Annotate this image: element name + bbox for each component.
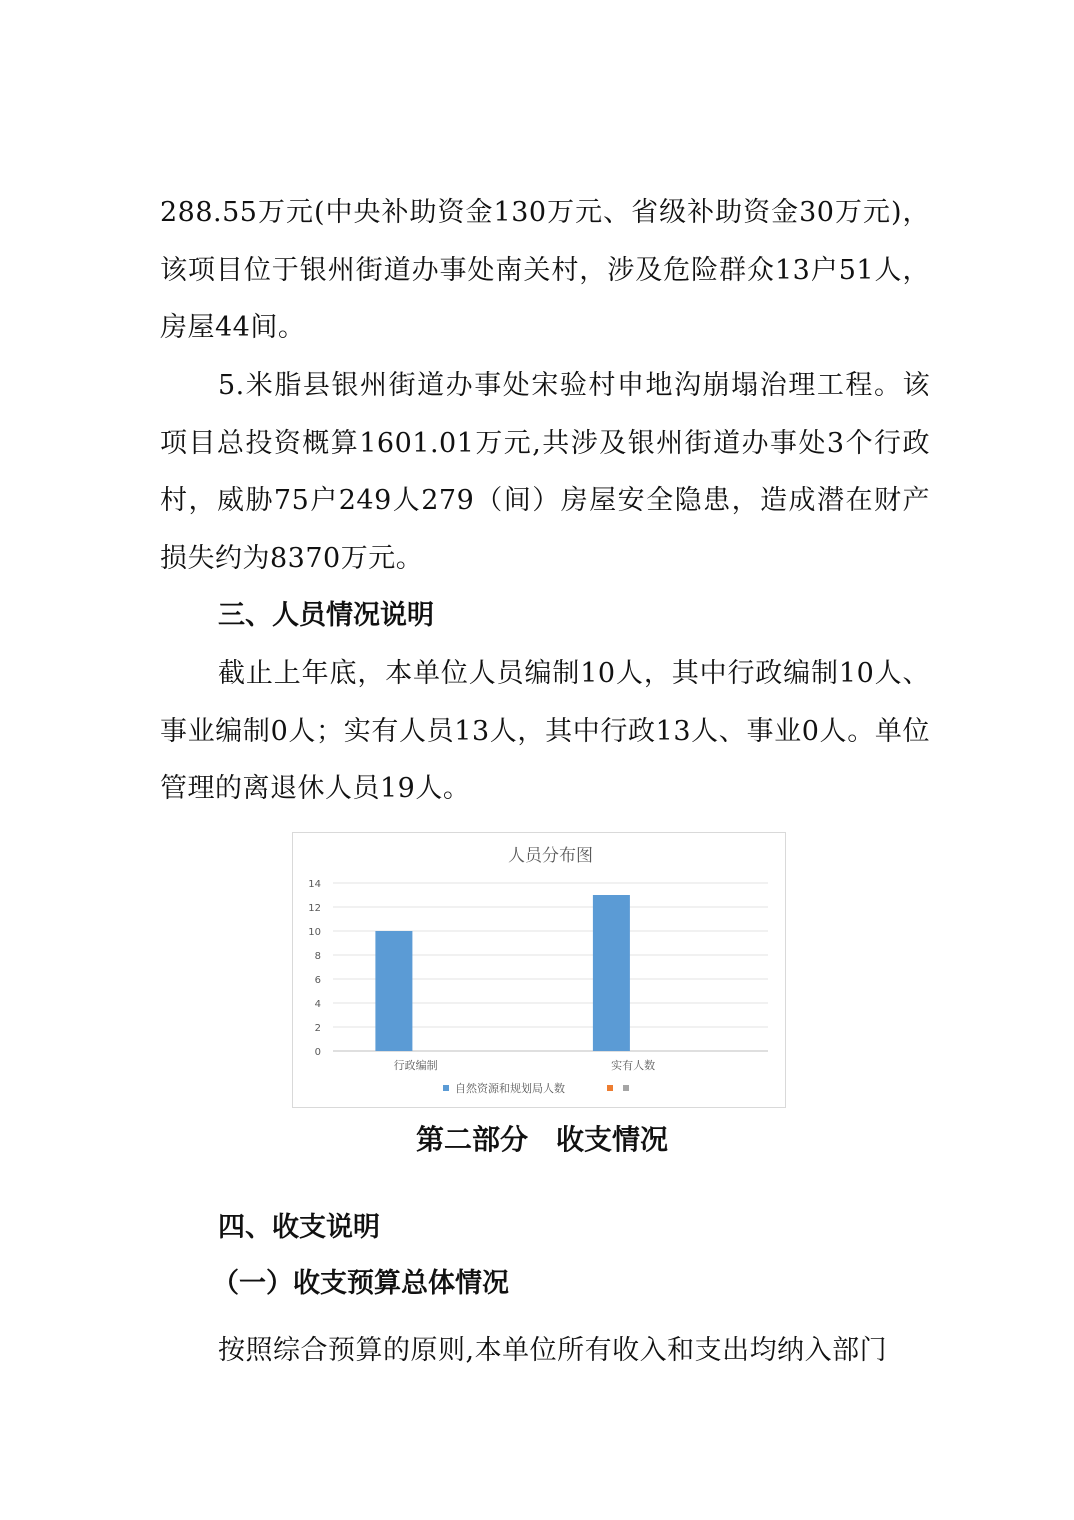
x-tick-label: 实有人数 xyxy=(611,1059,656,1072)
y-tick-label: 0 xyxy=(314,1047,321,1058)
legend-swatch xyxy=(607,1085,613,1091)
legend-label: 自然资源和规划局人数 xyxy=(455,1082,565,1095)
personnel-chart xyxy=(292,832,786,1108)
legend-swatch xyxy=(443,1085,449,1091)
y-tick-label: 10 xyxy=(308,927,321,938)
part-title: 第二部分 收支情况 xyxy=(415,1123,668,1156)
paragraph-project-5: 5.米脂县银州街道办事处宋验村申地沟崩塌治理工程。该项目总投资概算1601.01万元,共涉及银州街道办事处3个行政村，威胁75户249人279（间）房屋安全隐患，造成潜在财产损失约为8370万元。 xyxy=(160,370,930,574)
y-tick-label: 14 xyxy=(308,879,321,890)
bar-admin-staff xyxy=(375,931,412,1051)
chart-title: 人员分布图 xyxy=(508,846,593,866)
heading-budget-overview: （一）收支预算总体情况 xyxy=(212,1268,509,1299)
y-tick-label: 8 xyxy=(314,951,321,962)
y-tick-label: 12 xyxy=(308,903,321,914)
chart-svg xyxy=(293,833,787,1109)
y-tick-label: 6 xyxy=(314,975,321,986)
y-tick-label: 2 xyxy=(314,1023,321,1034)
heading-personnel: 三、人员情况说明 xyxy=(218,600,434,631)
y-tick-label: 4 xyxy=(314,999,321,1010)
heading-income-expense: 四、收支说明 xyxy=(218,1212,380,1243)
paragraph-personnel: 截止上年底，本单位人员编制10人，其中行政编制10人、事业编制0人；实有人员13人，其中行政13人、事业0人。单位管理的离退休人员19人。 xyxy=(160,658,930,804)
x-tick-label: 行政编制 xyxy=(393,1059,438,1072)
bar-actual-staff xyxy=(593,895,630,1051)
paragraph-project-funding: 288.55万元(中央补助资金130万元、省级补助资金30万元)，该项目位于银州街道办事处南关村，涉及危险群众13户51人，房屋44间。 xyxy=(160,197,930,343)
paragraph-budget-principle: 按照综合预算的原则,本单位所有收入和支出均纳入部门 xyxy=(218,1335,888,1366)
legend-swatch xyxy=(623,1085,629,1091)
